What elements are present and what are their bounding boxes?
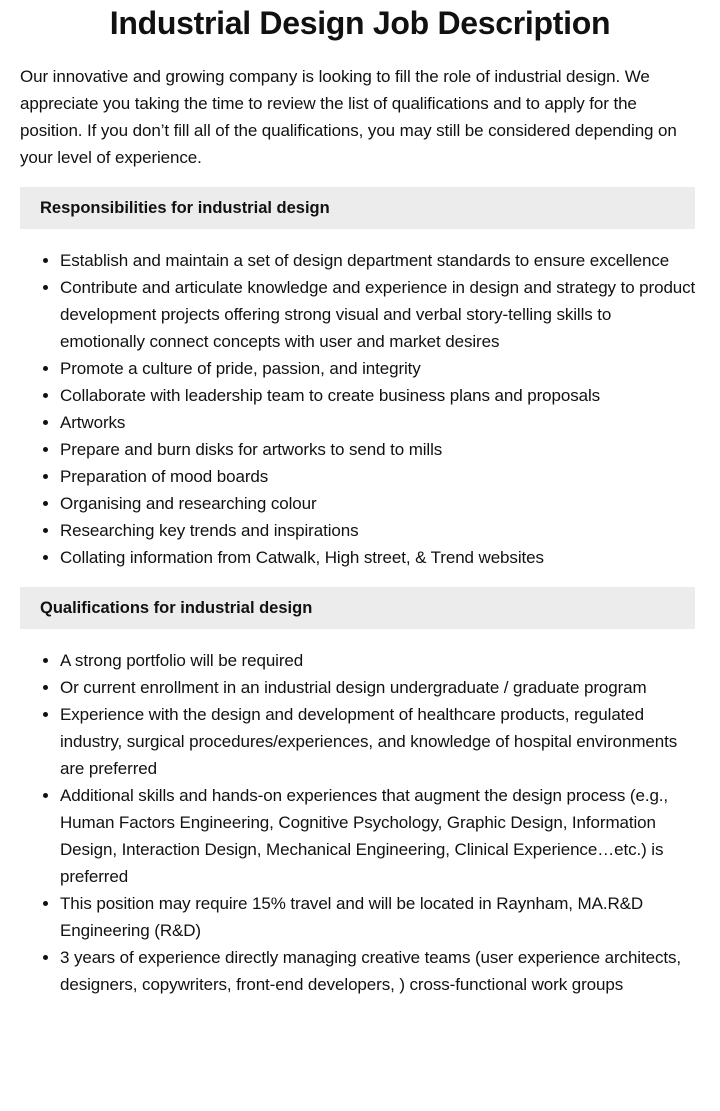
list-item: • Prepare and burn disks for artworks to send to mills [60,436,700,463]
list-item: • Artworks [60,409,700,436]
list-item: • Collaborate with leadership team to create business plans and proposals [60,382,700,409]
list-item: • A strong portfolio will be required [60,647,700,674]
list-item: • Establish and maintain a set of design department standards to ensure excellence [60,247,700,274]
list-item: • Collating information from Catwalk, High street, & Trend websites [60,544,700,571]
list-item: • Experience with the design and development of healthcare products, regulated industry, surgical procedures/experiences, and knowledge of hospital environments are preferred [60,701,700,782]
intro-paragraph: Our innovative and growing company is looking to fill the role of industrial design. We appreciate you taking the time to review the list of qualifications and to apply for the position. If you don’t fill all of the qualifications, you may still be considered depending on your level of experience. [20,67,677,167]
page-title: Industrial Design Job Description [109,5,611,41]
list-item: • 3 years of experience directly managing creative teams (user experience architects, designers, copywriters, front-end developers, ) cross-functional work groups [60,944,700,998]
list-item: • Contribute and articulate knowledge and experience in design and strategy to product development projects offering strong visual and verbal story-telling skills to emotionally connect concepts with user and market desires [60,274,700,355]
qualifications-heading: Qualifications for industrial design [20,587,695,629]
list-item: • Or current enrollment in an industrial design undergraduate / graduate program [60,674,700,701]
qualifications-list [20,647,700,998]
list-item: • Preparation of mood boards [60,463,700,490]
list-item: • Researching key trends and inspirations [60,517,700,544]
list-item: • This position may require 15% travel and will be located in Raynham, MA.R&D Engineering (R&D) [60,890,700,944]
list-item: • Additional skills and hands-on experiences that augment the design process (e.g., Human Factors Engineering, Cognitive Psychology, Graphic Design, Information Design, Interaction Design, Mechanical Engineering, Clinical Experience…etc.) is preferred [60,782,700,890]
list-item: • Promote a culture of pride, passion, and integrity [60,355,700,382]
responsibilities-list [20,247,700,571]
responsibilities-heading: Responsibilities for industrial design [20,187,695,229]
list-item: • Organising and researching colour [60,490,700,517]
